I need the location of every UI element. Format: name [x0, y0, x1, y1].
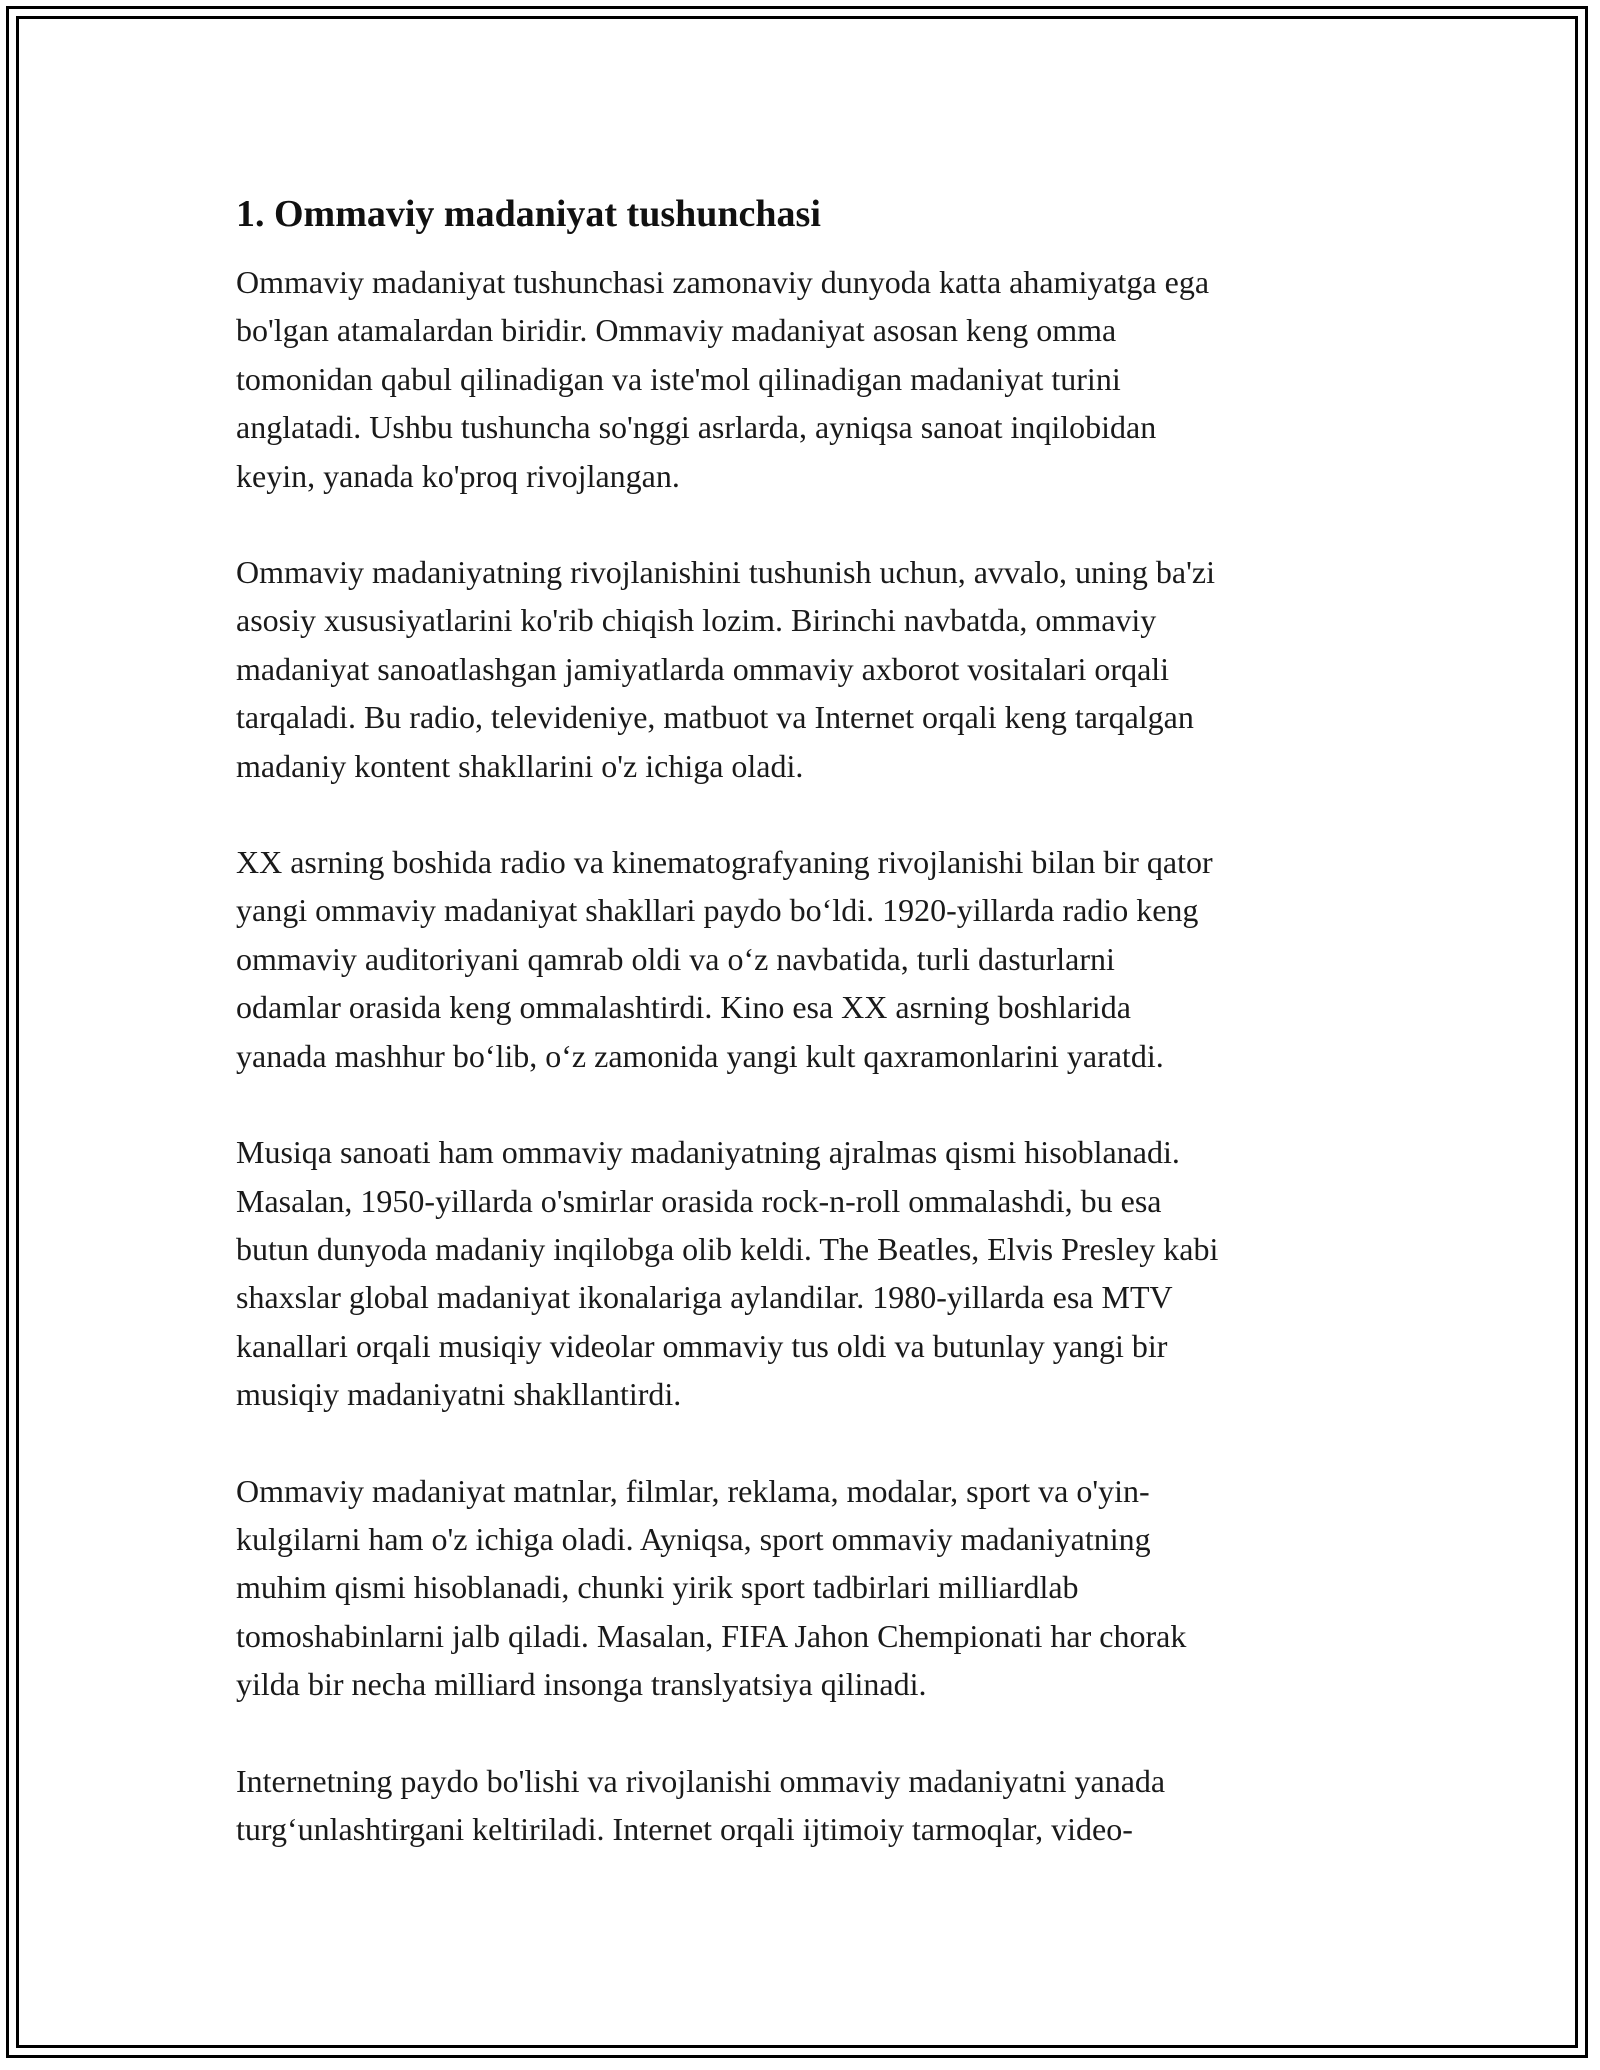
paragraph-3: XX asrning boshida radio va kinematografyaning rivojlanishi bilan bir qator yangi ommaviy madaniyat shakllari paydo bo‘ldi. 1920-yillarda radio keng ommaviy auditoriyani qamrab oldi va o‘z navbatida, turli dasturlarni odamlar orasida keng ommalashtirdi. Kino esa XX asrning boshlarida yanada mashhur bo‘lib, o‘z zamonida yangi kult qaxramonlarini yaratdi.: [236, 844, 1213, 1074]
section-heading: 1. Ommaviy madaniyat tushunchasi: [236, 193, 821, 235]
paragraph-5: Ommaviy madaniyat matnlar, filmlar, reklama, modalar, sport va o'yin- kulgilarni ham o'z ichiga oladi. Ayniqsa, sport ommaviy madaniyatning muhim qismi hisoblanadi, chunki yirik sport tadbirlari milliardlab tomoshabinlarni jalb qiladi. Masalan, FIFA Jahon Chempionati har chorak yilda bir necha milliard insonga translyatsiya qilinadi.: [236, 1472, 1187, 1703]
paragraph-2: Ommaviy madaniyatning rivojlanishini tushunish uchun, avvalo, uning ba'zi asosiy xususiyatlarini ko'rib chiqish lozim. Birinchi navbatda, ommaviy madaniyat sanoatlashgan jamiyatlarda ommaviy axborot vositalari orqali tarqaladi. Bu radio, televideniye, matbuot va Internet orqali keng tarqalgan madaniy kontent shakllarini o'z ichiga oladi.: [236, 554, 1215, 784]
paragraph-1: Ommaviy madaniyat tushunchasi zamonaviy dunyoda katta ahamiyatga ega bo'lgan atamalardan biridir. Ommaviy madaniyat asosan keng omma tomonidan qabul qilinadigan va iste'mol qilinadigan madaniyat turini anglatadi. Ushbu tushuncha so'nggi asrlarda, ayniqsa sanoat inqilobidan keyin, yanada ko'proq rivojlangan.: [236, 264, 1210, 494]
paragraph-6: Internetning paydo bo'lishi va rivojlanishi ommaviy madaniyatni yanada turg‘unlashtirgani keltiriladi. Internet orqali ijtimoiy tarmoqlar, video-: [236, 1762, 1166, 1847]
document-body: [236, 188, 1396, 1901]
paragraph-4: Musiqa sanoati ham ommaviy madaniyatning ajralmas qismi hisoblanadi. Masalan, 1950-yillarda o'smirlar orasida rock-n-roll ommalashdi, bu esa butun dunyoda madaniy inqilobga olib keldi. The Beatles, Elvis Presley kabi shaxslar global madaniyat ikonalariga aylandilar. 1980-yillarda esa MTV kanallari orqali musiqiy videolar ommaviy tus oldi va butunlay yangi bir musiqiy madaniyatni shakllantirdi.: [236, 1134, 1219, 1413]
